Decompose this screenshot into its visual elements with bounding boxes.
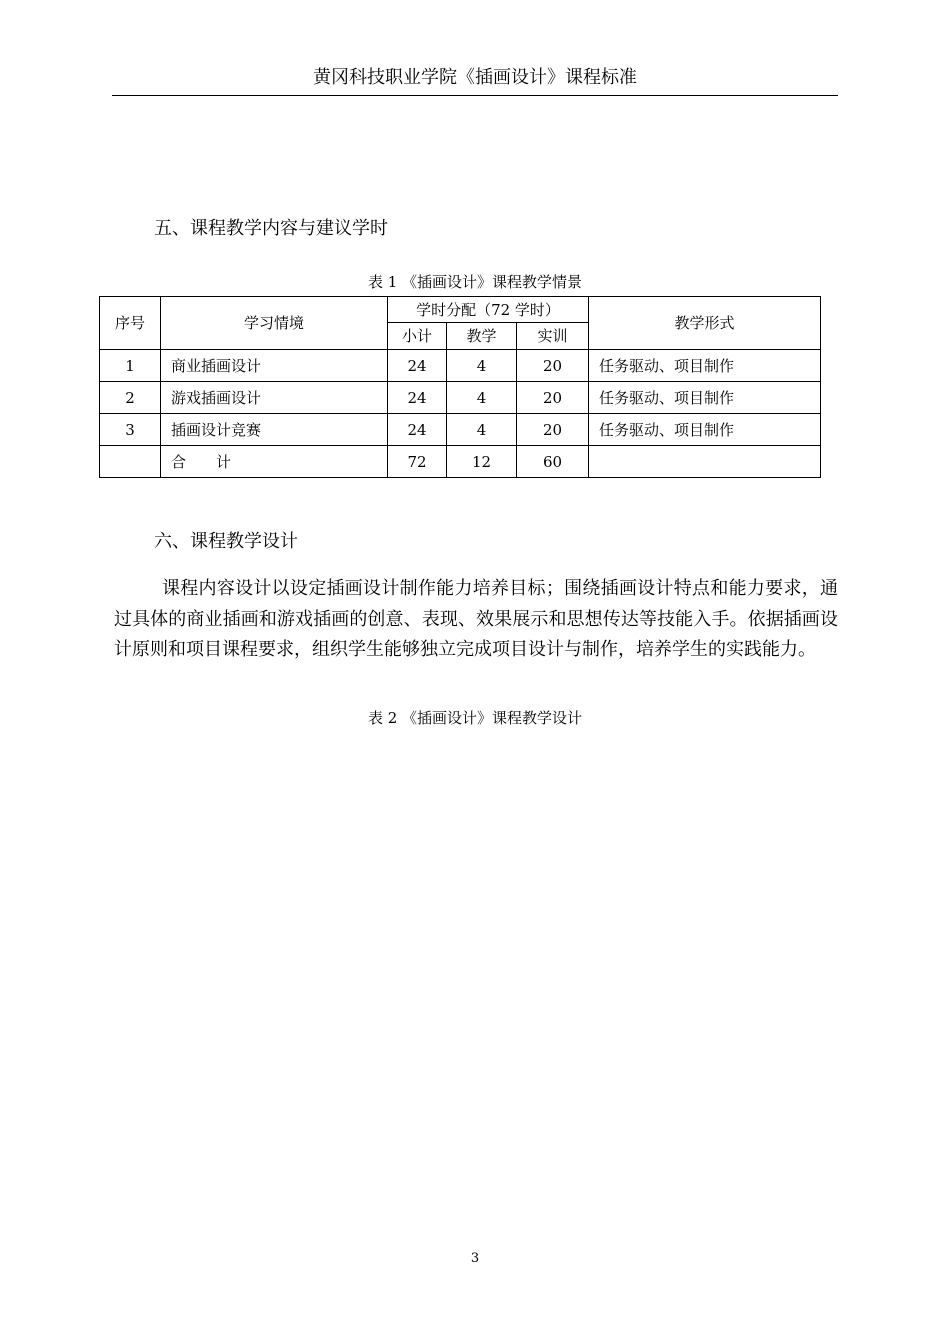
cell-situation: 插画设计竞赛 (161, 414, 388, 446)
table-row (100, 350, 821, 382)
total-teaching: 12 (447, 446, 517, 478)
cell-subtotal: 24 (388, 382, 447, 414)
total-label: 合计 (161, 446, 388, 478)
cell-situation: 商业插画设计 (161, 350, 388, 382)
cell-situation: 游戏插画设计 (161, 382, 388, 414)
cell-practice: 20 (517, 414, 589, 446)
header-hours-group: 学时分配（72 学时） (388, 297, 589, 323)
cell-teaching: 4 (447, 414, 517, 446)
cell-seq: 3 (100, 414, 161, 446)
cell-form: 任务驱动、项目制作 (589, 350, 821, 382)
cell-form: 任务驱动、项目制作 (589, 414, 821, 446)
header-teaching: 教学 (447, 323, 517, 350)
cell-seq-empty (100, 446, 161, 478)
page-header: 黄冈科技职业学院《插画设计》课程标准 (112, 64, 838, 96)
section-heading-6: 六、课程教学设计 (154, 531, 298, 552)
header-subtotal: 小计 (388, 323, 447, 350)
cell-practice: 20 (517, 382, 589, 414)
design-paragraph: 课程内容设计以设定插画设计制作能力培养目标；围绕插画设计特点和能力要求，通过具体的商业插画和游戏插画的创意、表现、效果展示和思想传达等技能入手。依据插画设计原则和项目课程要求，组织学生能够独立完成项目设计与制作，培养学生的实践能力。 (114, 578, 838, 660)
header-situation: 学习情境 (161, 297, 388, 350)
page-number: 3 (470, 1251, 480, 1266)
table-2-caption: 表 2 《插画设计》课程教学设计 (367, 709, 583, 727)
cell-subtotal: 24 (388, 414, 447, 446)
table-row (100, 414, 821, 446)
cell-form: 任务驱动、项目制作 (589, 382, 821, 414)
header-practice: 实训 (517, 323, 589, 350)
table-1-caption: 表 1 《插画设计》课程教学情景 (367, 273, 583, 291)
header-seq: 序号 (100, 297, 161, 350)
total-subtotal: 72 (388, 446, 447, 478)
table-header-row (100, 297, 821, 323)
header-form: 教学形式 (589, 297, 821, 350)
teaching-situation-table (99, 296, 821, 478)
cell-subtotal: 24 (388, 350, 447, 382)
table-row (100, 382, 821, 414)
cell-teaching: 4 (447, 350, 517, 382)
total-form-empty (589, 446, 821, 478)
cell-seq: 2 (100, 382, 161, 414)
cell-seq: 1 (100, 350, 161, 382)
section-heading-5: 五、课程教学内容与建议学时 (154, 218, 388, 239)
cell-practice: 20 (517, 350, 589, 382)
total-practice: 60 (517, 446, 589, 478)
cell-teaching: 4 (447, 382, 517, 414)
table-total-row (100, 446, 821, 478)
